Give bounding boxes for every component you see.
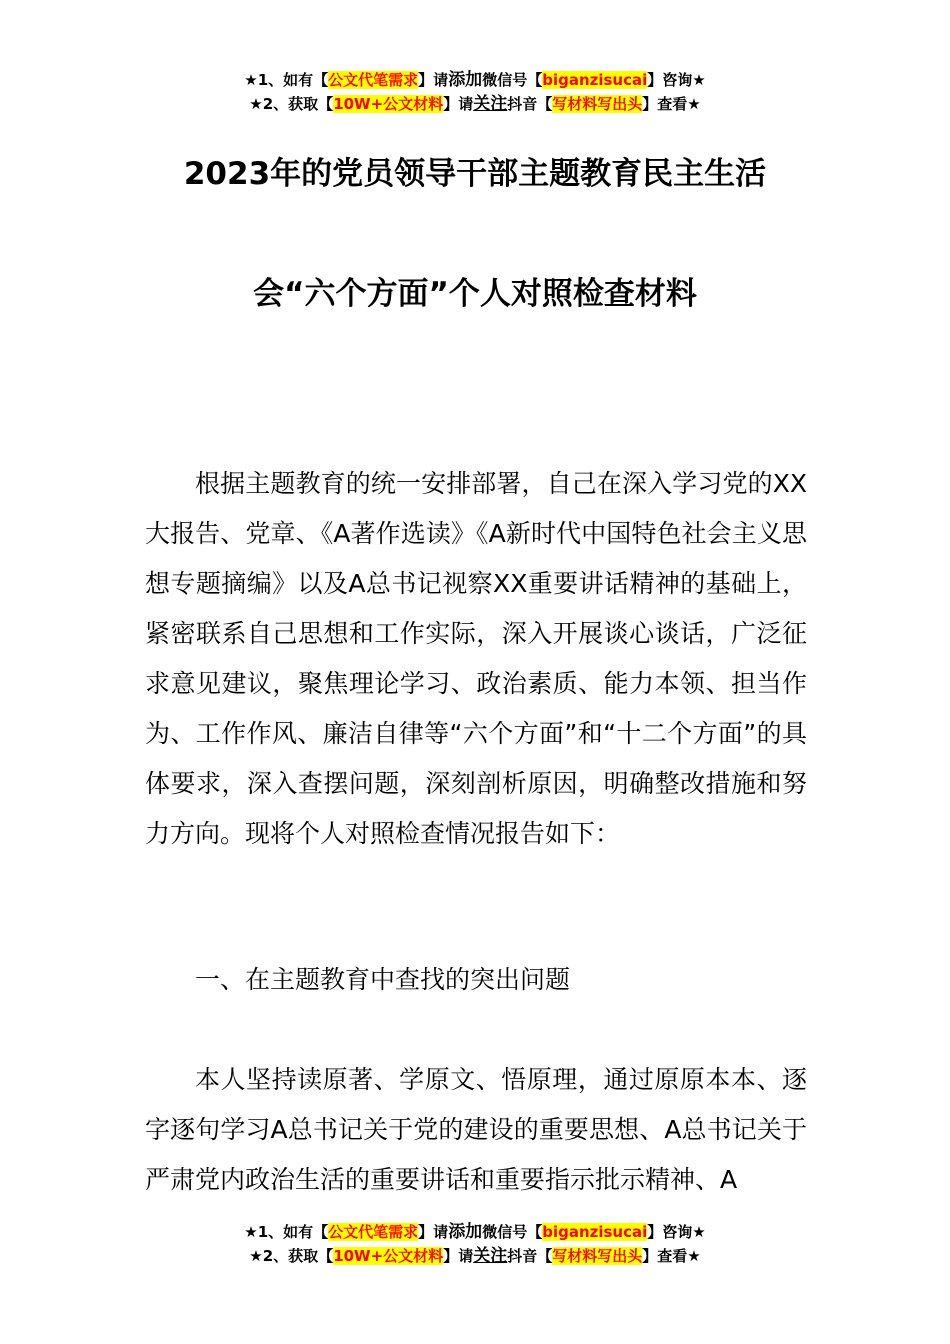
banner-text: 抖音【 xyxy=(507,95,553,113)
banner-text: 】咨询★ xyxy=(647,71,706,89)
section-heading: 一、在主题教育中查找的突出问题 xyxy=(195,965,571,994)
banner-text: 微信号【 xyxy=(482,71,543,89)
document-title-line-1: 2023年的党员领导干部主题教育民主生活 xyxy=(183,156,767,192)
banner-text: ★2、获取【 xyxy=(249,95,334,113)
banner-text: 】请 xyxy=(443,1247,474,1265)
document-title-line-2: 会“六个方面”个人对照检查材料 xyxy=(253,276,697,312)
banner-highlight: 10W+公文材料 xyxy=(333,95,444,113)
banner-highlight: 10W+公文材料 xyxy=(333,1247,444,1265)
banner-highlight: 公文代笔需求 xyxy=(328,1223,419,1241)
banner-emphasis: 关注 xyxy=(473,94,508,114)
banner-text: 抖音【 xyxy=(507,1247,553,1265)
banner-highlight: biganzisucai xyxy=(542,71,648,89)
banner-highlight: 写材料写出头 xyxy=(552,1247,643,1265)
banner-highlight: 公文代笔需求 xyxy=(328,71,419,89)
banner-text: 】请 xyxy=(418,1223,449,1241)
banner-emphasis: 添加 xyxy=(448,70,483,90)
banner-text: ★1、如有【 xyxy=(244,71,329,89)
banner-emphasis: 添加 xyxy=(448,1222,483,1242)
banner-highlight: biganzisucai xyxy=(542,1223,648,1241)
header-banner xyxy=(0,68,950,116)
banner-highlight: 写材料写出头 xyxy=(552,95,643,113)
banner-text: 】请 xyxy=(418,71,449,89)
banner-text: ★1、如有【 xyxy=(244,1223,329,1241)
body-paragraph-1: 本人坚持读原著、学原文、悟原理，通过原原本本、逐字逐句学习A总书记关于党的建设的重要思想、A总书记关于严肃党内政治生活的重要讲话和重要指示批示精神、A xyxy=(145,1065,807,1194)
banner-text: 】查看★ xyxy=(642,1247,701,1265)
banner-text: 】咨询★ xyxy=(647,1223,706,1241)
banner-line-2 xyxy=(0,1244,950,1268)
banner-text: ★2、获取【 xyxy=(249,1247,334,1265)
banner-line-1 xyxy=(0,68,950,92)
banner-text: 微信号【 xyxy=(482,1223,543,1241)
banner-line-2 xyxy=(0,92,950,116)
banner-text: 】请 xyxy=(443,95,474,113)
body-paragraph-intro: 根据主题教育的统一安排部署，自己在深入学习党的XX大报告、党章、《A著作选读》《A新时代中国特色社会主义思想专题摘编》以及A总书记视察XX重要讲话精神的基础上，紧密联系自己思想和工作实际，深入开展谈心谈话，广泛征求意见建议，聚焦理论学习、政治素质、能力本领、担当作为、工作作风、廉洁自律等“六个方面”和“十二个方面”的具体要求，深入查摆问题，深刻剖析原因，明确整改措施和努力方向。现将个人对照检查情况报告如下： xyxy=(145,469,807,848)
banner-line-1 xyxy=(0,1220,950,1244)
banner-text: 】查看★ xyxy=(642,95,701,113)
banner-emphasis: 关注 xyxy=(473,1246,508,1266)
footer-banner xyxy=(0,1220,950,1268)
